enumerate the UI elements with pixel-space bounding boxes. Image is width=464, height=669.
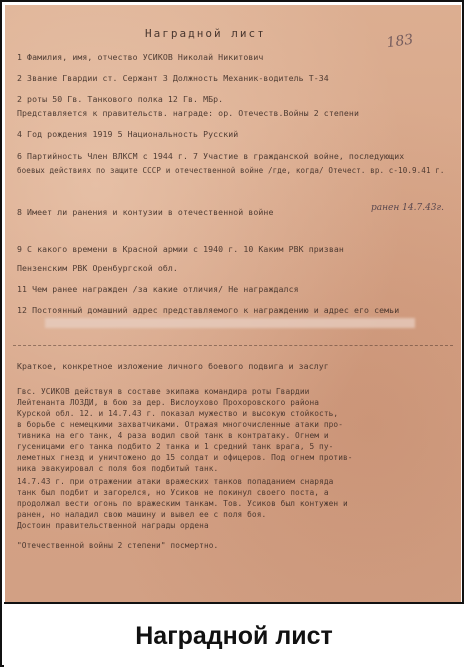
caption-bar bbox=[4, 602, 464, 669]
field-line-9-10: 9 С какого времени в Красной армии с 1940 г. 10 Каким РВК призван bbox=[17, 244, 344, 254]
summary-line: в борьбе с немецкими захватчиками. Отражая многочисленные атаки про- bbox=[17, 420, 343, 429]
field-line-8: 8 Имеет ли ранения и контузии в отечественной войне bbox=[17, 207, 274, 217]
summary-line: продолжал вести огонь по вражеским танкам. Тов. Усиков был контужен и bbox=[17, 499, 348, 508]
field-line-2-award: Представляется к правительств. награде: ор. Отечеств.Войны 2 степени bbox=[17, 108, 359, 118]
summary-line: гусеницами его танка подбито 2 танка и 1 средний танк врага, 5 пу- bbox=[17, 442, 334, 451]
summary-line: Курской обл. 12. и 14.7.43 г. показал мужество и высокую стойкость, bbox=[17, 409, 339, 418]
summary-line: ранен, но наладил свою машину и вывел ее с поля боя. bbox=[17, 510, 267, 519]
summary-line: 14.7.43 г. при отражении атаки вражеских танков попаданием снаряда bbox=[17, 477, 334, 486]
summary-line: "Отечественной войны 2 степени" посмертно. bbox=[17, 541, 219, 550]
summary-line: Достоин правительственной награды ордена bbox=[17, 521, 209, 530]
field-line-11: 11 Чем ранее награжден /за какие отличия/ Не награждался bbox=[17, 284, 299, 294]
summary-line: ника эвакуировал с поля боя подбитый танк. bbox=[17, 464, 219, 473]
summary-line: Лейтенанта ЛОЗДИ, в бою за дер. Вислоухово Прохоровского района bbox=[17, 398, 320, 407]
field-line-1: 1 Фамилия, имя, отчество УСИКОВ Николай Никитович bbox=[17, 52, 264, 62]
section-divider bbox=[13, 345, 453, 346]
summary-line: тивника на его танк, 4 раза водил свой танк в контратаку. Огнем и bbox=[17, 431, 329, 440]
document-title: Наградной лист bbox=[145, 27, 266, 40]
field-line-2-cont: 2 роты 50 Гв. Танкового полка 12 Гв. МБр. bbox=[17, 94, 224, 104]
field-line-2: 2 Звание Гвардии ст. Сержант 3 Должность Механик-водитель Т-34 bbox=[17, 73, 329, 83]
corner-number-mark: 183 bbox=[385, 31, 415, 52]
award-document-scan bbox=[5, 5, 461, 602]
field-line-6-7: 6 Партийность Член ВЛКСМ с 1944 г. 7 Участие в гражданской войне, последующих bbox=[17, 151, 405, 161]
summary-line: Гвс. УСИКОВ действуя в составе экипажа командира роты Гвардии bbox=[17, 387, 310, 396]
summary-line: леметных гнезд и уничтожено до 15 солдат и офицеров. Под огнем против- bbox=[17, 453, 353, 462]
handwritten-wound-date: ранен 14.7.43г. bbox=[371, 203, 444, 213]
field-line-4-5: 4 Год рождения 1919 5 Национальность Русский bbox=[17, 129, 239, 139]
redacted-address bbox=[45, 318, 415, 328]
field-line-7-cont: боевых действиях по защите СССР и отечественной войне /где, когда/ Отечест. вр. с-10.9.41 г. bbox=[17, 165, 445, 175]
summary-line: танк был подбит и загорелся, но Усиков не покинул своего поста, а bbox=[17, 488, 329, 497]
section-heading: Краткое, конкретное изложение личного боевого подвига и заслуг bbox=[17, 361, 329, 371]
field-line-12: 12 Постоянный домашний адрес представляемого к награждению и адрес его семьи bbox=[17, 305, 400, 315]
caption-title: Наградной лист bbox=[135, 622, 333, 650]
field-line-10-cont: Пензенским РВК Оренбургской обл. bbox=[17, 263, 178, 273]
